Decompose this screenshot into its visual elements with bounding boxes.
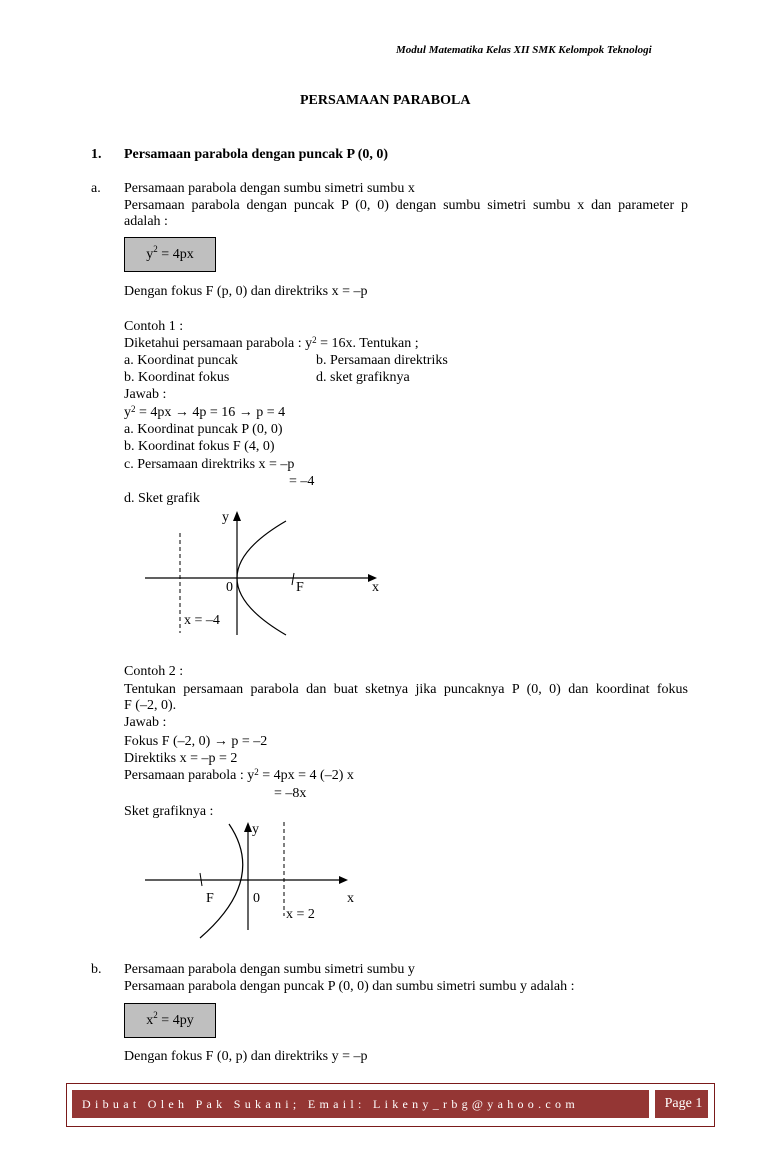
formula-box-a (124, 237, 216, 272)
graph-1 (140, 505, 390, 640)
contoh1-jawab: Jawab : (124, 387, 167, 402)
contoh1-q-c: b. Koordinat fokus (124, 370, 230, 385)
g2-origin-label: 0 (253, 891, 260, 906)
contoh1-q-d: d. sket grafiknya (316, 370, 410, 385)
contoh1-ans-b: b. Koordinat fokus F (4, 0) (124, 439, 275, 454)
contoh1-ans-c: c. Persamaan direktriks x = –p (124, 457, 295, 472)
running-header: Modul Matematika Kelas XII SMK Kelompok Teknologi (396, 44, 652, 56)
part-b-focus-line: Dengan fokus F (0, p) dan direktriks y = –p (124, 1049, 368, 1064)
footer-author: Dibuat Oleh Pak Sukani; Email: Likeny_rbg@yahoo.com (72, 1090, 649, 1118)
contoh2-persamaan2: = –8x (274, 786, 307, 801)
part-b-line1: Persamaan parabola dengan sumbu simetri sumbu y (124, 962, 415, 977)
part-a-line1: Persamaan parabola dengan sumbu simetri sumbu x (124, 181, 415, 196)
formula-box-b (124, 1003, 216, 1038)
part-b-letter: b. (91, 962, 102, 977)
contoh2-persamaan: Persamaan parabola : $y^2 = 4px = 4$ (–2) x (124, 767, 354, 783)
footer-page-number: Page 1 (655, 1090, 708, 1118)
g1-origin-label: 0 (226, 580, 233, 595)
contoh2-direktiks: Direktiks x = –p = 2 (124, 751, 238, 766)
part-b-line2: Persamaan parabola dengan puncak P (0, 0) dan sumbu simetri sumbu y adalah : (124, 979, 575, 994)
contoh1-title: Contoh 1 : (124, 319, 184, 334)
g2-y-arrow (244, 822, 252, 832)
contoh2-title: Contoh 2 : (124, 664, 184, 679)
formula-b: $x^2 = 4py$ (146, 1009, 194, 1028)
contoh1-q-a: a. Koordinat puncak (124, 353, 238, 368)
contoh1-ans-c2: = –4 (289, 474, 315, 489)
g2-y-label: y (252, 822, 259, 837)
page-title: PERSAMAAN PARABOLA (300, 93, 471, 108)
g1-y-label: y (222, 510, 229, 525)
part-a-line2: Persamaan parabola dengan puncak P (0, 0) dengan sumbu simetri sumbu x dan parameter p (124, 198, 688, 213)
contoh2-line2: F (–2, 0). (124, 698, 177, 713)
g2-directrix-label: x = 2 (286, 907, 315, 922)
g1-directrix-label: x = –4 (184, 613, 220, 628)
contoh1-q-b: b. Persamaan direktriks (316, 353, 448, 368)
page-footer (66, 1083, 715, 1127)
part-a-letter: a. (91, 181, 101, 196)
formula-a: $y^2 = 4px$ (146, 243, 194, 262)
g2-x-arrow (339, 876, 348, 884)
g1-x-label: x (372, 580, 379, 595)
section-number: 1. (91, 147, 102, 162)
part-a-focus-line: Dengan fokus F (p, 0) dan direktriks x = –p (124, 284, 368, 299)
g2-x-label: x (347, 891, 354, 906)
g1-y-arrow (233, 511, 241, 521)
contoh1-given: Diketahui persamaan parabola : $y^2 = 16x$. Tentukan ; (124, 335, 419, 351)
contoh2-sket: Sket grafiknya : (124, 804, 214, 819)
contoh1-step: $y^2 = 4px \to 4p = 16 \to p = 4$ (124, 404, 286, 420)
section-heading: Persamaan parabola dengan puncak P (0, 0) (124, 147, 389, 162)
g1-focus-tick (292, 573, 294, 585)
contoh1-ans-d: d. Sket grafik (124, 491, 200, 506)
g2-focus-label: F (206, 891, 214, 906)
graph-2 (140, 818, 370, 943)
contoh2-line1: Tentukan persamaan parabola dan buat sketnya jika puncaknya P (0, 0) dan koordinat fokus (124, 682, 688, 697)
contoh2-jawab: Jawab : (124, 715, 167, 730)
contoh1-ans-a: a. Koordinat puncak P (0, 0) (124, 422, 283, 437)
g2-parabola (200, 824, 243, 938)
part-a-line3: adalah : (124, 214, 168, 229)
contoh2-fokus: Fokus F (–2, 0) → p = –2 (124, 734, 268, 749)
g1-focus-label: F (296, 580, 304, 595)
